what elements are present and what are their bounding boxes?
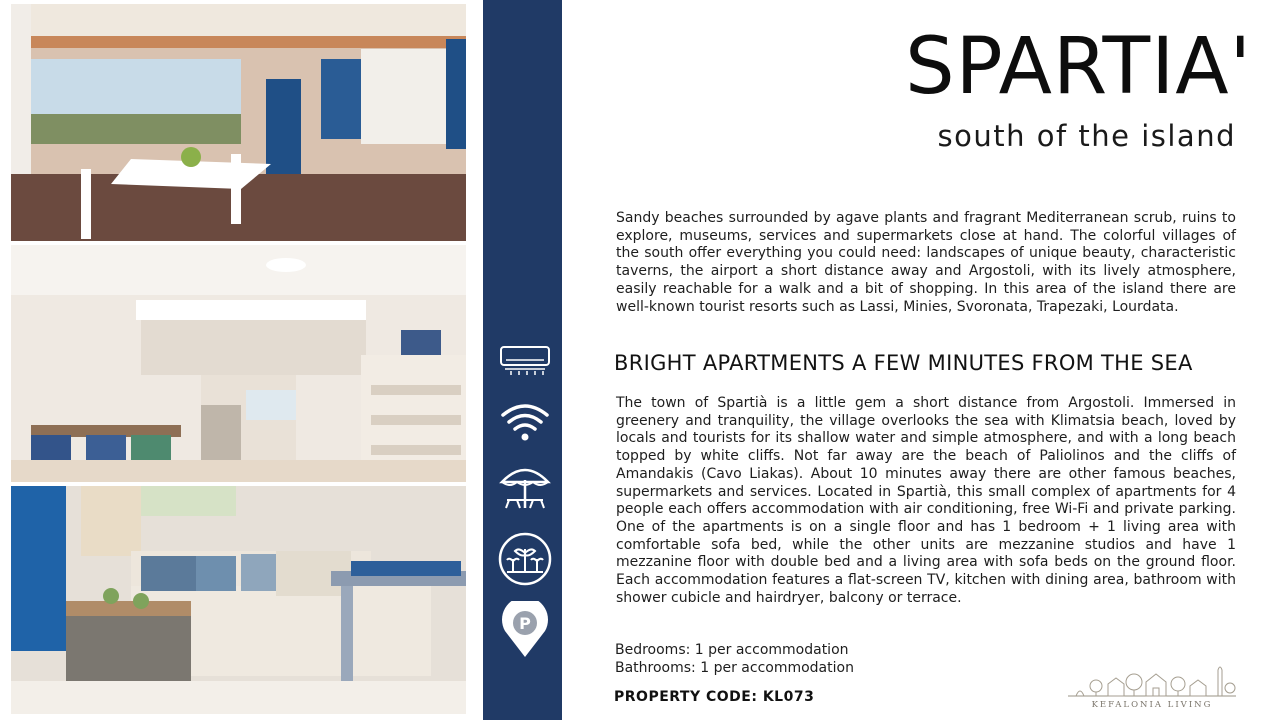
amenity-wifi	[497, 393, 553, 449]
parking-icon	[497, 601, 553, 657]
photo-terrace	[11, 4, 466, 241]
beach-umbrella-icon	[497, 458, 553, 514]
brand-logo	[1066, 660, 1238, 714]
description-paragraph: The town of Spartià is a little gem a short distance from Argostoli. Immersed in greenery and tranquility, the village overlooks the sea with Klimatsia beach, loved by locals and tourists for its shallow water and simple atmosphere, and with a long beach topped by white cliffs. Not far away are the beach of Paliolinos and the cliffs of Amandakis (Cavo Liakas). About 10 minutes away there are other famous beaches, supermarkets and services. Located in Spartià, this small complex of apartments for 4 people each offers accommodation with air conditioning, free Wi-Fi and private parking. One of the apartments is on a single floor and has 1 bedroom + 1 living area with comfortable sofa bed, while the other units are mezzanine studios and have 1 mezzanine floor with double bed and a living area with sofa beds on the ground floor. Each accommodation features a flat-screen TV, kitchen with dining area, bathroom with shower cubicle and hairdryer, balcony or terrace.	[616, 395, 1236, 606]
page-subtitle: south of the island	[937, 119, 1236, 153]
property-code: PROPERTY CODE: KL073	[614, 689, 815, 705]
logo-text: KEFALONIA LIVING	[1091, 700, 1213, 710]
wifi-icon	[497, 393, 553, 449]
photo-mezzanine-interior	[11, 245, 466, 482]
svg-text:P: P	[519, 614, 531, 633]
photo-living-room	[11, 486, 466, 714]
bedrooms-info: Bedrooms: 1 per accommodation	[615, 642, 849, 658]
bathrooms-info: Bathrooms: 1 per accommodation	[615, 660, 854, 676]
garden-icon	[497, 531, 553, 587]
air-conditioning-icon	[497, 333, 553, 389]
village-skyline-icon	[1066, 660, 1238, 700]
section-heading: BRIGHT APARTMENTS A FEW MINUTES FROM THE SEA	[614, 351, 1193, 375]
intro-paragraph: Sandy beaches surrounded by agave plants and fragrant Mediterranean scrub, ruins to explore, museums, services and supermarkets close at hand. The colorful villages of the south offer everything you could need: landscapes of unique beauty, characteristic taverns, the airport a short distance away and Argostoli, with its lively atmosphere, easily reachable for a walk and a bit of shopping. In this area of the island there are well-known tourist resorts such as Lassi, Minies, Svoronata, Trapezaki, Lourdata.	[616, 210, 1236, 315]
page-title: SPARTIA'	[905, 22, 1252, 112]
amenity-parking	[497, 601, 553, 657]
amenity-ac	[497, 333, 553, 389]
amenity-garden	[497, 531, 553, 587]
amenity-beach	[497, 458, 553, 514]
